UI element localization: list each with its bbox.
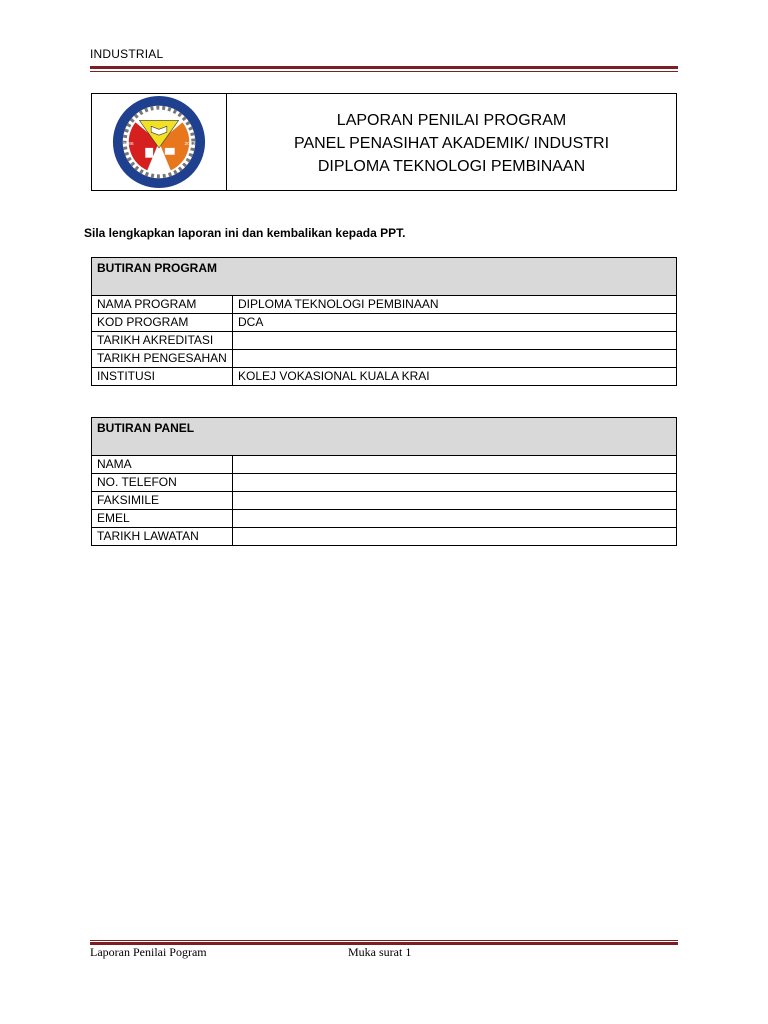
field-label: TARIKH AKREDITASI — [92, 332, 233, 350]
table-row — [92, 510, 677, 528]
field-label: FAKSIMILE — [92, 492, 233, 510]
footer-page-number: Muka surat 1 — [348, 945, 412, 959]
table-row — [92, 492, 677, 510]
table-row — [92, 456, 677, 474]
instruction-text: Sila lengkapkan laporan ini dan kembalikan kepada PPT. — [84, 226, 406, 240]
field-value[interactable] — [233, 492, 677, 510]
field-value[interactable] — [233, 528, 677, 546]
title-block — [91, 93, 677, 191]
field-label: INSTITUSI — [92, 368, 233, 386]
footer-rule — [90, 938, 678, 945]
table-row — [92, 474, 677, 492]
field-value[interactable] — [233, 332, 677, 350]
program-section-heading: BUTIRAN PROGRAM — [92, 258, 677, 296]
logo-year-left: 1986 — [122, 141, 134, 147]
field-label: TARIKH LAWATAN — [92, 528, 233, 546]
field-value[interactable]: DCA — [233, 314, 677, 332]
field-value[interactable]: KOLEJ VOKASIONAL KUALA KRAI — [233, 368, 677, 386]
field-value[interactable]: DIPLOMA TEKNOLOGI PEMBINAAN — [233, 296, 677, 314]
title-cell — [227, 94, 676, 190]
field-value[interactable] — [233, 456, 677, 474]
field-value[interactable] — [233, 350, 677, 368]
table-row — [92, 332, 677, 350]
field-label: NAMA PROGRAM — [92, 296, 233, 314]
field-label: NAMA — [92, 456, 233, 474]
footer-document-title: Laporan Penilai Pogram — [90, 945, 207, 959]
field-label: NO. TELEFON — [92, 474, 233, 492]
table-row — [92, 368, 677, 386]
field-label: EMEL — [92, 510, 233, 528]
title-line-1: LAPORAN PENILAI PROGRAM — [336, 111, 567, 129]
running-header: INDUSTRIAL — [90, 47, 164, 61]
panel-section-heading: BUTIRAN PANEL — [92, 418, 677, 456]
table-row — [92, 528, 677, 546]
header-rule — [90, 66, 678, 72]
panel-details-table — [91, 417, 677, 546]
logo-cell — [92, 94, 227, 190]
table-row — [92, 350, 677, 368]
program-details-table — [91, 257, 677, 386]
college-emblem-logo — [110, 93, 208, 191]
field-label: TARIKH PENGESAHAN — [92, 350, 233, 368]
logo-year-right: 2012 — [184, 141, 196, 147]
field-value[interactable] — [233, 510, 677, 528]
table-row — [92, 296, 677, 314]
title-line-2: PANEL PENASIHAT AKADEMIK/ INDUSTRI — [293, 134, 610, 152]
field-label: KOD PROGRAM — [92, 314, 233, 332]
table-row — [92, 314, 677, 332]
field-value[interactable] — [233, 474, 677, 492]
title-line-3: DIPLOMA TEKNOLOGI PEMBINAAN — [317, 157, 586, 175]
